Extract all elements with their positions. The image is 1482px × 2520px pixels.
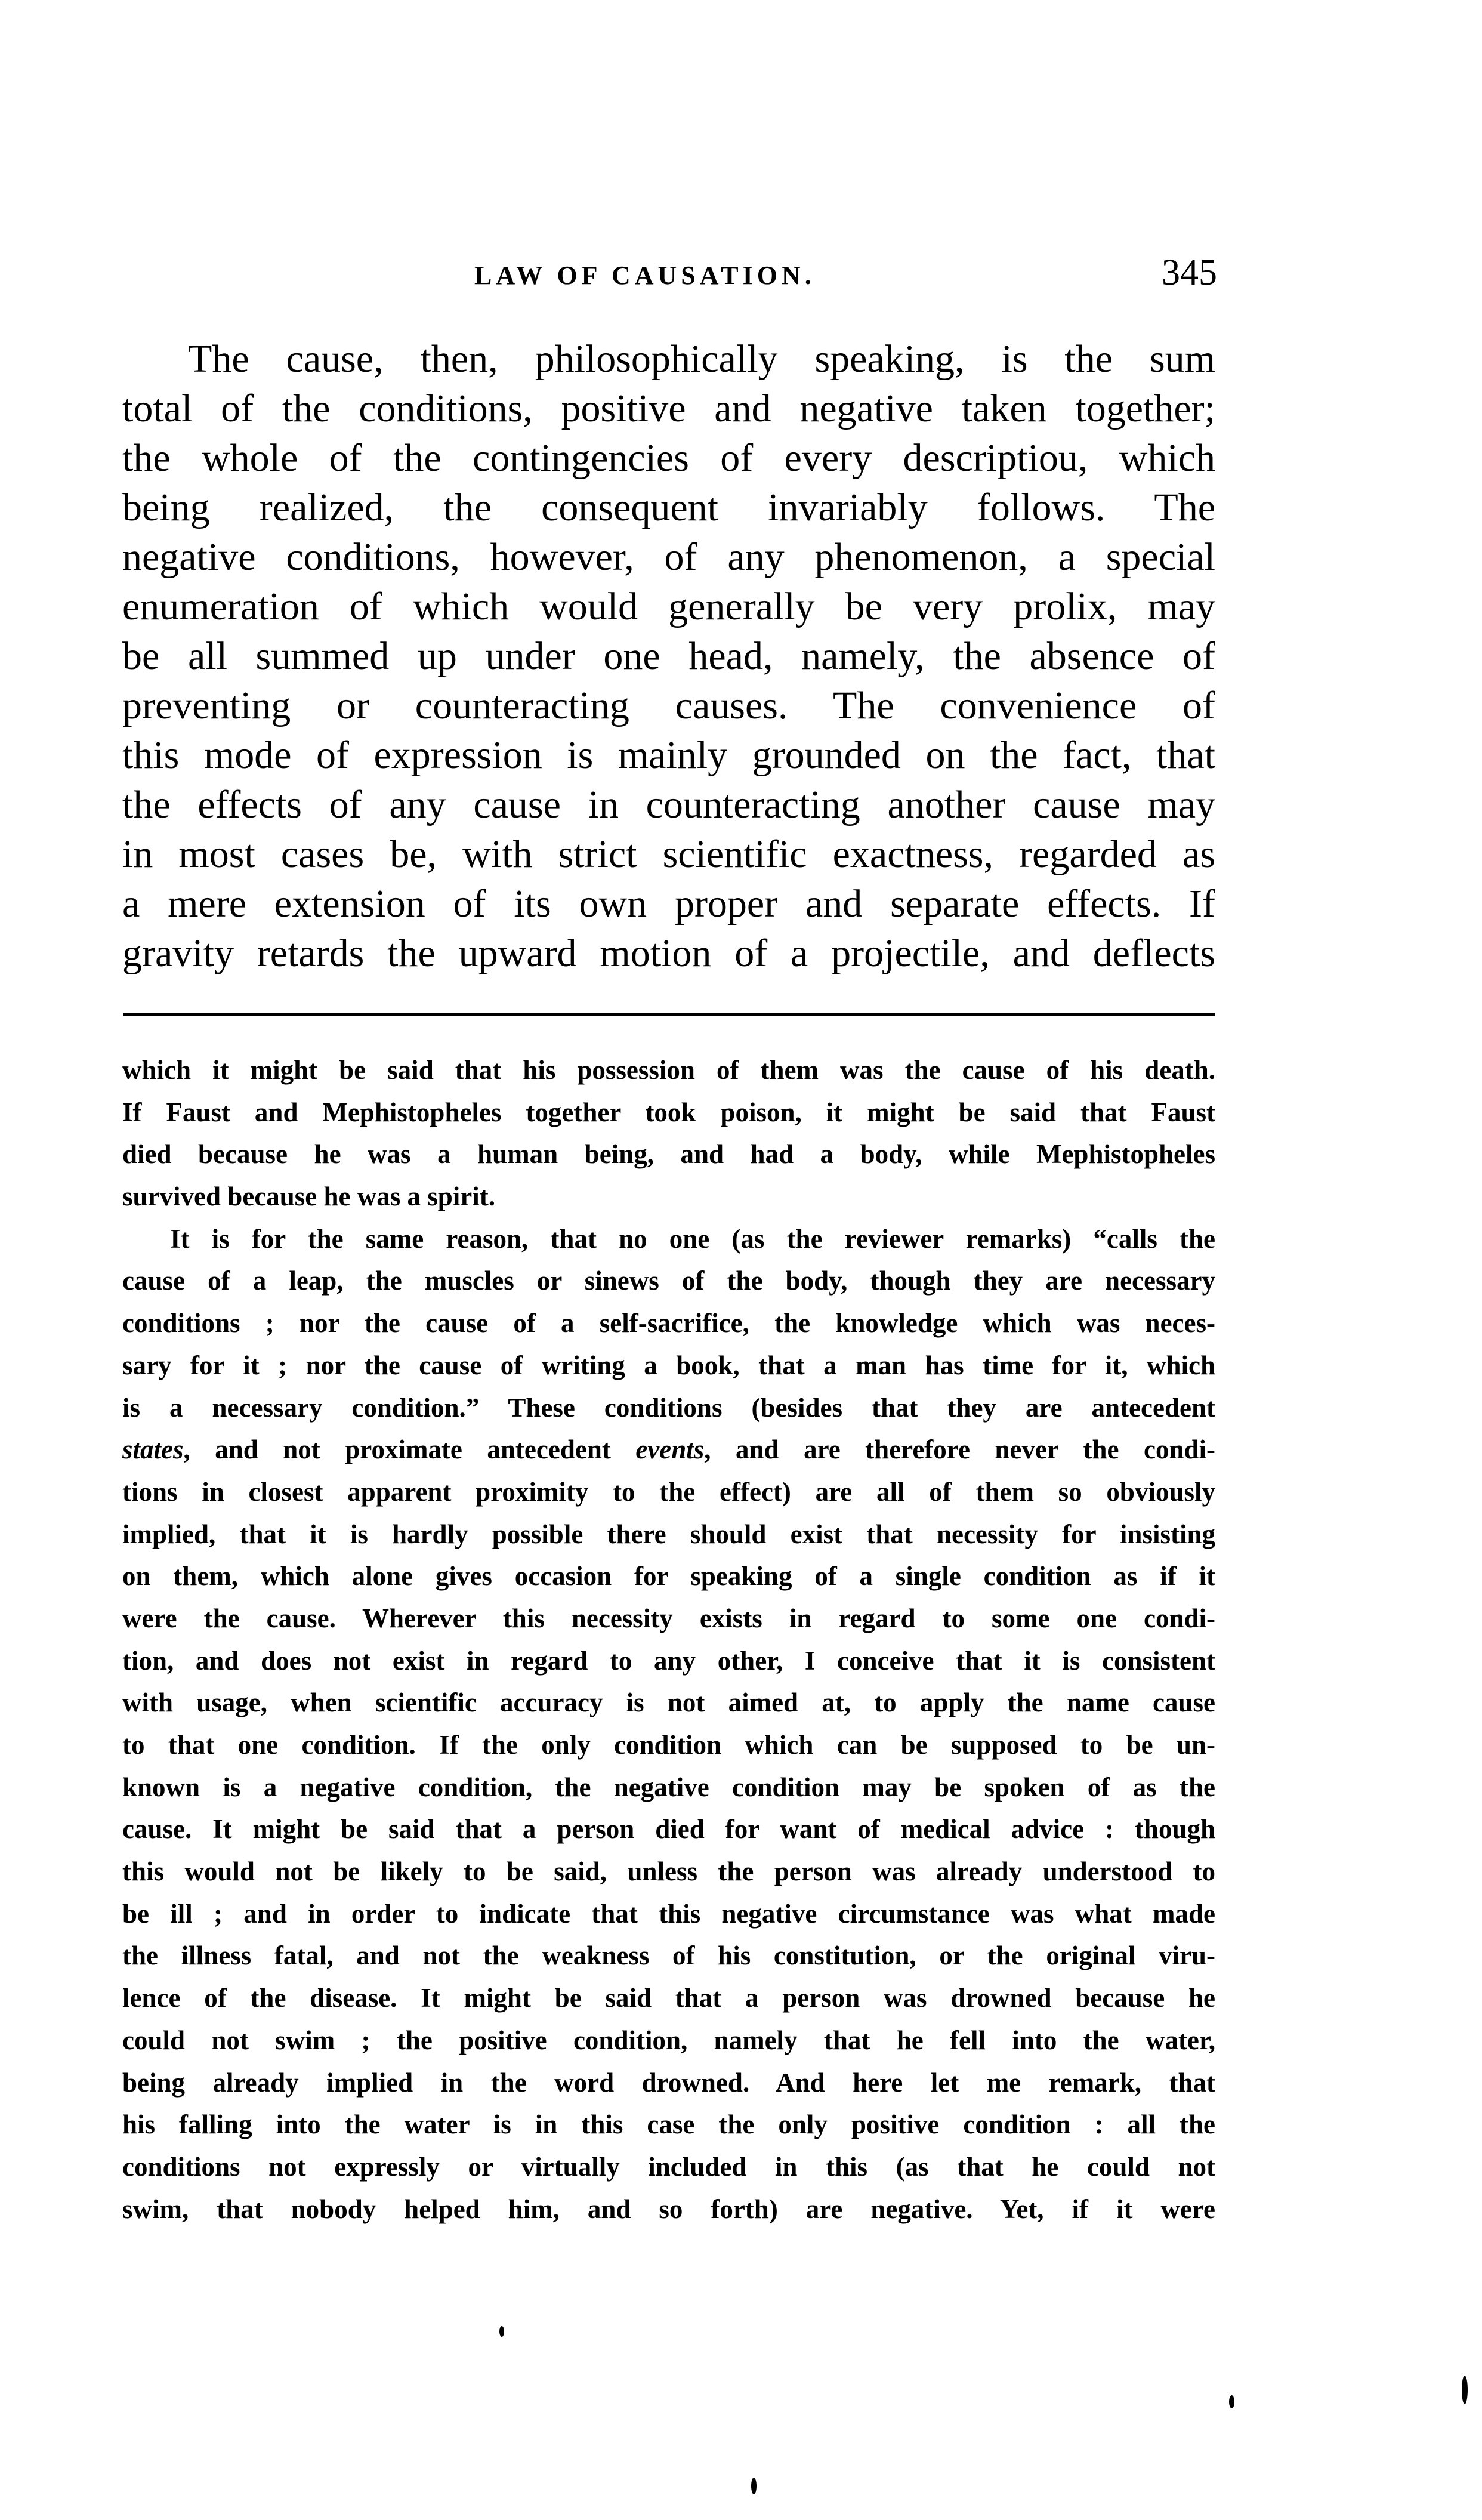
- footnote-line: is a necessary condition.” These conditions (besides that they are antecedent: [122, 1392, 1215, 1423]
- footnote-line: cause. It might be said that a person died for want of medical advice : though: [122, 1814, 1215, 1844]
- footnote-paragraph-2: [122, 1218, 1215, 2231]
- footnote-line: If Faust and Mephistopheles together took poison, it might be said that Faust: [122, 1097, 1215, 1127]
- footnote-line: tion, and does not exist in regard to any other, I conceive that it is consistent: [122, 1645, 1215, 1676]
- footnote-text-segment: , and are therefore never the condi-: [704, 1435, 1215, 1465]
- footnote-line: on them, which alone gives occasion for speaking of a single condition as if it: [122, 1561, 1215, 1591]
- page-number: 345: [1162, 252, 1217, 293]
- ink-speck: [751, 2478, 757, 2494]
- body-line: being realized, the consequent invariably follows. The: [122, 486, 1215, 529]
- body-line: the effects of any cause in counteracting another cause may: [122, 783, 1215, 826]
- footnote: [122, 1049, 1215, 2230]
- body-line: this mode of expression is mainly grounded on the fact, that: [122, 733, 1215, 777]
- body-line: in most cases be, with strict scientific exactness, regarded as: [122, 832, 1215, 876]
- footnote-line: the illness fatal, and not the weakness of his constitution, or the original viru-: [122, 1941, 1215, 1971]
- footnote-line: swim, that nobody helped him, and so forth) are negative. Yet, if it were: [122, 2194, 1215, 2224]
- ink-speck: [499, 2326, 504, 2337]
- footnote-line: lence of the disease. It might be said that a person was drowned because he: [122, 1983, 1215, 2013]
- footnote-line: conditions not expressly or virtually included in this (as that he could not: [122, 2151, 1215, 2182]
- ink-speck: [1229, 2395, 1234, 2408]
- footnote-text-segment: , and not proximate antecedent: [183, 1435, 636, 1465]
- footnote-line: tions in closest apparent proximity to the effect) are all of them so obviously: [122, 1476, 1215, 1507]
- footnote-line: could not swim ; the positive condition, namely that he fell into the water,: [122, 2025, 1215, 2055]
- footnote-line: this would not be likely to be said, unless the person was already understood to: [122, 1856, 1215, 1887]
- footnote-line: be ill ; and in order to indicate that this negative circumstance was what made: [122, 1898, 1215, 1929]
- footnote-line: which it might be said that his possession of them was the cause of his death.: [122, 1055, 1215, 1085]
- footnote-line-with-italics: [122, 1429, 1215, 1471]
- body-line: total of the conditions, positive and negative taken together;: [122, 387, 1215, 430]
- footnote-line: survived because he was a spirit.: [122, 1182, 496, 1212]
- footnote-line: his falling into the water is in this case the only positive condition : all the: [122, 2109, 1215, 2140]
- body-line: the whole of the contingencies of every descriptiou, which: [122, 436, 1215, 480]
- footnote-line: It is for the same reason, that no one (as the reviewer remarks) “calls the: [170, 1223, 1215, 1254]
- running-title: LAW OF CAUSATION.: [474, 261, 816, 290]
- body-line: negative conditions, however, of any phenomenon, a special: [122, 535, 1215, 579]
- main-body-text: [122, 334, 1215, 978]
- body-line: gravity retards the upward motion of a projectile, and deflects: [122, 931, 1215, 975]
- body-line: The cause, then, philosophically speaking, is the sum: [188, 337, 1215, 381]
- footnote-line: died because he was a human being, and had a body, while Mephistopheles: [122, 1139, 1215, 1170]
- footnote-paragraph-1: [122, 1049, 1215, 1218]
- footnote-line: being already implied in the word drowned. And here let me remark, that: [122, 2067, 1215, 2098]
- footnote-line: conditions ; nor the cause of a self-sacrifice, the knowledge which was neces-: [122, 1308, 1215, 1338]
- body-line: be all summed up under one head, namely, the absence of: [122, 634, 1215, 678]
- footnote-divider-rule: [124, 1013, 1215, 1016]
- footnote-line: were the cause. Wherever this necessity exists in regard to some one condi-: [122, 1603, 1215, 1633]
- ink-speck: [1462, 2376, 1468, 2404]
- footnote-line: known is a negative condition, the negative condition may be spoken of as the: [122, 1772, 1215, 1802]
- body-line: enumeration of which would generally be very prolix, may: [122, 585, 1215, 628]
- body-line: preventing or counteracting causes. The convenience of: [122, 684, 1215, 727]
- footnote-line: implied, that it is hardly possible there should exist that necessity for insisting: [122, 1519, 1215, 1549]
- footnote-line: with usage, when scientific accuracy is not aimed at, to apply the name cause: [122, 1688, 1215, 1718]
- footnote-line: sary for it ; nor the cause of writing a book, that a man has time for it, which: [122, 1350, 1215, 1380]
- footnote-line: to that one condition. If the only condition which can be supposed to be un-: [122, 1730, 1215, 1760]
- footnote-line: cause of a leap, the muscles or sinews of the body, though they are necessary: [122, 1266, 1215, 1296]
- italic-word-events: events: [635, 1435, 705, 1465]
- italic-word-states: states: [122, 1435, 184, 1465]
- body-line: a mere extension of its own proper and separate effects. If: [122, 882, 1215, 926]
